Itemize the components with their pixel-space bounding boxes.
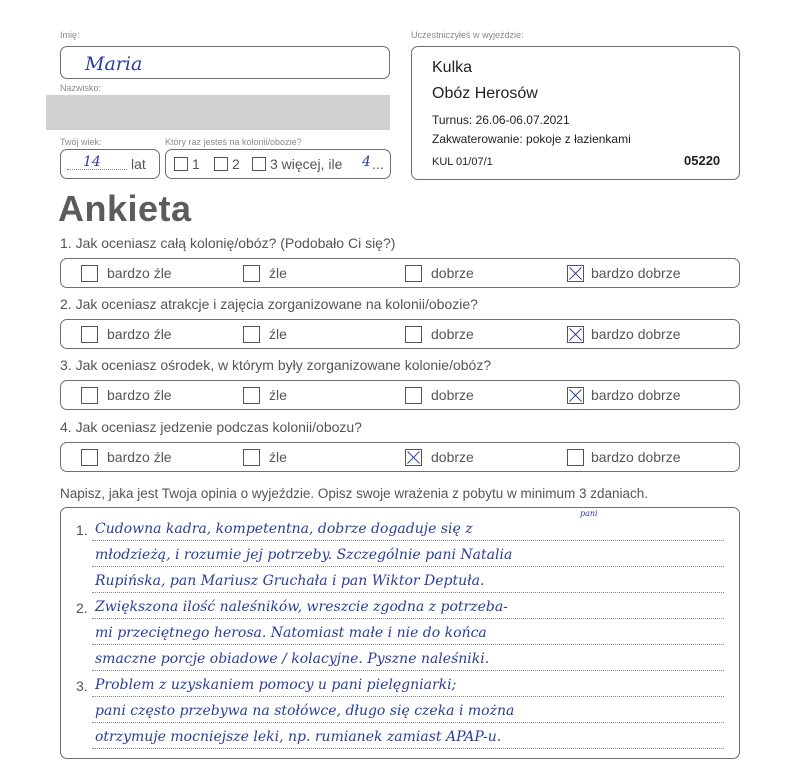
trip-code: KUL 01/07/1: [432, 156, 493, 168]
q2-option-zle-label: źle: [269, 326, 287, 342]
q2-option-bardzo-dobrze-checkbox[interactable]: [567, 326, 584, 343]
q4-option-bardzo-zle-label: bardzo źle: [107, 449, 172, 465]
opinion-item-1-line-1: Cudowna kadra, kompetentna, dobrze dogaduje się z: [95, 521, 473, 537]
q1-option-dobrze-checkbox[interactable]: [405, 265, 422, 282]
opinion-item-2-line-3: smaczne porcje obiadowe / kolacyjne. Pyszne naleśniki.: [95, 651, 490, 667]
q2-option-bardzo-zle-label: bardzo źle: [107, 326, 172, 342]
question-4-text: 4. Jak oceniasz jedzenie podczas kolonii/obozu?: [60, 419, 362, 435]
ktory-raz-3-checkbox[interactable]: [252, 157, 266, 171]
ktory-raz-2-checkbox[interactable]: [214, 157, 228, 171]
trip-zakwaterowanie: Zakwaterowanie: pokoje z łazienkami: [432, 132, 631, 146]
opinion-item-3-number: 3.: [76, 678, 88, 694]
opinion-item-3-line-1: Problem z uzyskaniem pomocy u pani pielęgniarki;: [95, 677, 457, 693]
nazwisko-label: Nazwisko:: [60, 83, 102, 93]
opinion-item-3-line-2: pani często przebywa na stołówce, długo się czeka i można: [95, 703, 515, 719]
ktory-raz-field[interactable]: [165, 149, 391, 179]
trip-info-box: [411, 46, 740, 180]
q1-option-zle-checkbox[interactable]: [243, 265, 260, 282]
q3-option-zle-label: źle: [269, 387, 287, 403]
opinion-item-2-line-2: mi przeciętnego herosa. Natomiast małe i nie do końca: [95, 625, 487, 641]
q3-option-zle-checkbox[interactable]: [243, 387, 260, 404]
q4-option-bardzo-dobrze-label: bardzo dobrze: [591, 449, 681, 465]
q3-option-bardzo-dobrze-checkbox[interactable]: [567, 387, 584, 404]
q1-option-bardzo-zle-label: bardzo źle: [107, 265, 172, 281]
q4-option-dobrze-checkbox[interactable]: [405, 449, 422, 466]
opinion-item-1-number: 1.: [76, 522, 88, 538]
q3-option-bardzo-zle-checkbox[interactable]: [81, 387, 98, 404]
question-3-options: [60, 380, 740, 410]
lat-label: lat: [131, 156, 146, 172]
imie-label: Imię:: [60, 30, 80, 40]
opinion-item-1-insert: pani: [580, 509, 598, 518]
ktory-raz-label: Który raz jesteś na kolonii/obozie?: [165, 137, 302, 147]
wiek-field[interactable]: [60, 149, 160, 179]
wiek-label: Twój wiek:: [60, 137, 102, 147]
q2-option-dobrze-label: dobrze: [431, 326, 474, 342]
ktory-raz-1-checkbox[interactable]: [174, 157, 188, 171]
ile-value: 4: [362, 154, 371, 170]
imie-field[interactable]: [60, 46, 390, 79]
question-2-text: 2. Jak oceniasz atrakcje i zajęcia zorganizowane na kolonii/obozie?: [60, 296, 478, 312]
question-1-text: 1. Jak oceniasz całą kolonię/obóz? (Podobało Ci się?): [60, 235, 396, 251]
trip-camp: Obóz Herosów: [432, 85, 538, 102]
imie-value: Maria: [85, 53, 143, 75]
uczestniczyles-label: Uczestniczyłeś w wyjeździe:: [411, 30, 524, 40]
q3-option-bardzo-dobrze-label: bardzo dobrze: [591, 387, 681, 403]
q4-option-bardzo-zle-checkbox[interactable]: [81, 449, 98, 466]
q4-option-zle-label: źle: [269, 449, 287, 465]
q3-option-dobrze-label: dobrze: [431, 387, 474, 403]
question-4-options: [60, 442, 740, 472]
opinion-item-2-number: 2.: [76, 600, 88, 616]
ktory-raz-1-label: 1: [192, 156, 200, 172]
question-1-options: [60, 258, 740, 288]
q2-option-bardzo-zle-checkbox[interactable]: [81, 326, 98, 343]
ktory-raz-3-label: 3 więcej, ile: [270, 156, 343, 172]
q4-option-dobrze-label: dobrze: [431, 449, 474, 465]
q2-option-zle-checkbox[interactable]: [243, 326, 260, 343]
q2-option-dobrze-checkbox[interactable]: [405, 326, 422, 343]
opinion-prompt: Napisz, jaka jest Twoja opinia o wyjeździe. Opisz swoje wrażenia z pobytu w minimum 3 zdaniach.: [60, 486, 649, 501]
q1-option-zle-label: źle: [269, 265, 287, 281]
page-title: Ankieta: [58, 188, 192, 229]
opinion-item-3-line-3: otrzymuje mocniejsze leki, np. rumianek zamiast APAP-u.: [95, 729, 502, 745]
trip-turnus: Turnus: 26.06-06.07.2021: [432, 113, 570, 127]
q1-option-dobrze-label: dobrze: [431, 265, 474, 281]
trip-number: 05220: [684, 153, 721, 168]
opinion-item-1-line-2: młodzieżą, i rozumie jej potrzeby. Szczególnie pani Natalia: [95, 547, 513, 563]
opinion-item-2-line-1: Zwiększona ilość naleśników, wreszcie zgodna z potrzeba-: [95, 599, 508, 615]
question-2-options: [60, 319, 740, 349]
trip-name: Kulka: [432, 59, 473, 76]
wiek-value: 14: [83, 154, 101, 170]
q4-option-bardzo-dobrze-checkbox[interactable]: [567, 449, 584, 466]
q2-option-bardzo-dobrze-label: bardzo dobrze: [591, 326, 681, 342]
q4-option-zle-checkbox[interactable]: [243, 449, 260, 466]
q3-option-bardzo-zle-label: bardzo źle: [107, 387, 172, 403]
q1-option-bardzo-zle-checkbox[interactable]: [81, 265, 98, 282]
q3-option-dobrze-checkbox[interactable]: [405, 387, 422, 404]
ile-dots: ...: [372, 156, 384, 172]
opinion-item-1-line-3: Rupińska, pan Mariusz Gruchała i pan Wiktor Deptuła.: [95, 573, 485, 589]
ktory-raz-2-label: 2: [232, 156, 240, 172]
redacted-surname-block: [46, 95, 390, 130]
q1-option-bardzo-dobrze-label: bardzo dobrze: [591, 265, 681, 281]
question-3-text: 3. Jak oceniasz ośrodek, w którym były zorganizowane kolonie/obóz?: [60, 357, 492, 373]
q1-option-bardzo-dobrze-checkbox[interactable]: [567, 265, 584, 282]
